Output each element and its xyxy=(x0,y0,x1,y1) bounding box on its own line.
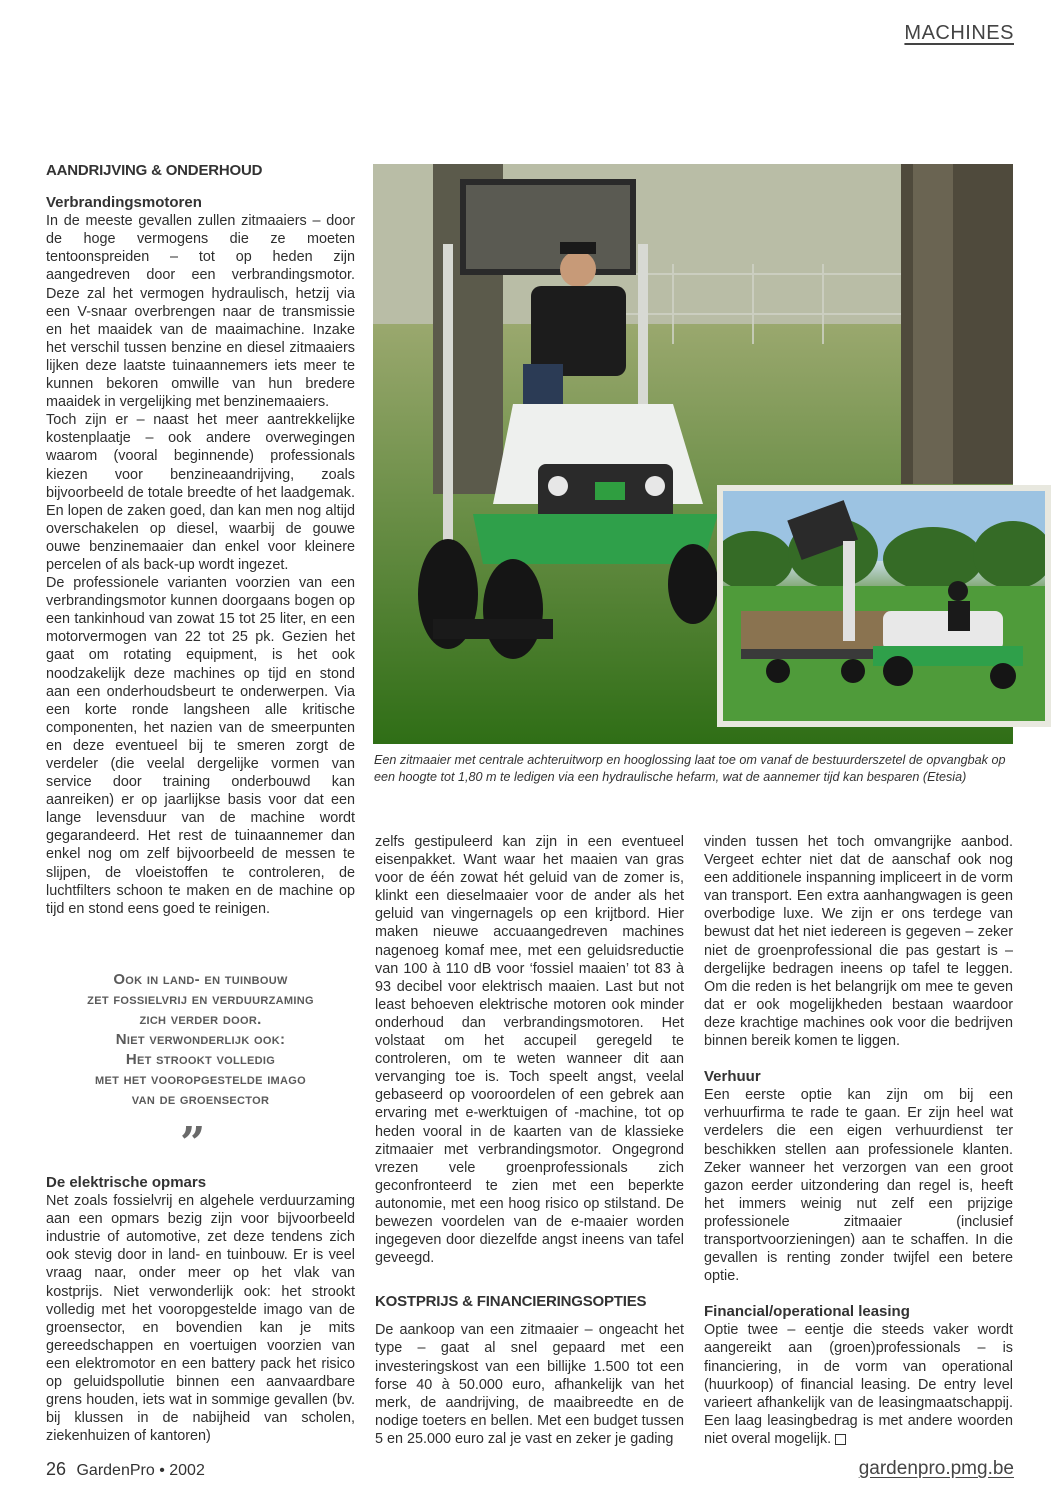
subheading-leasing: Financial/operational leasing xyxy=(704,1303,910,1321)
left-column xyxy=(46,162,355,918)
paragraph: In de meeste gevallen zullen zitmaaiers – door de hoge vermogens die ze moeten tentoonspreiden – tot op heden zijn aangedreven door een verbrandingsmotor. Deze zal het vermogen hydraulisch, hetzij via een V-snaar overbrengen naar de transmissie en het maaidek van de maaimachine. Inzake het verschil tussen benzine en diesel zitmaaiers lijken deze laatste tuinaannemers iets meer te kunnen bekoren omwille van hun bredere maaidek in vergelijking met benzinemaaiers. xyxy=(46,213,355,411)
middle-column xyxy=(375,833,684,1448)
paragraph: Een eerste optie kan zijn om bij een verhuurfirma te rade te gaan. Er zijn heel wat verdelers die een eigen verhuurdienst ter beschikken stellen aan professionele klanten. Zeker wanneer het verzorgen van een groot gazon eerder uitzondering dan regel is, heeft het immers weinig nut zelf een prijzige professionele zitmaaier (inclusief transportvoorzieningen) aan te schaffen. In die gevallen is renting zonder twijfel een betere optie. xyxy=(704,1087,1013,1285)
high-dump-illustration xyxy=(723,491,1045,721)
right-column xyxy=(704,833,1013,1448)
quote-line: zet fossielvrij en verduurzaming xyxy=(87,991,314,1008)
section-label: MACHINES xyxy=(904,22,1014,44)
photo-high-dump-mower xyxy=(717,485,1051,727)
quote-line: zich verder door. xyxy=(139,1011,262,1028)
subheading-verbrandingsmotoren: Verbrandingsmotoren xyxy=(46,194,202,212)
page-number: 26 xyxy=(46,1459,67,1479)
section-heading-kostprijs: KOSTPRIJS & FINANCIERINGSOPTIES xyxy=(375,1293,647,1311)
publication-name: GardenPro • 2002 xyxy=(76,1462,205,1479)
paragraph: De aankoop van een zitmaaier – ongeacht het type – gaat al snel gepaard met een investeringskost van een billijke 1.500 tot een forse 40 à 50.000 euro, afhankelijk van het merk, de aandrijving, de maaibreedte en de nodige toeters en bellen. Met een budget tussen 5 en 25.000 euro zal je vast en zeker je gading xyxy=(375,1322,684,1447)
subheading-verhuur: Verhuur xyxy=(704,1068,761,1086)
closing-quote-mark: ” xyxy=(180,1118,206,1169)
quote-line: Het strookt volledig xyxy=(125,1051,276,1068)
quote-line: Niet verwonderlijk ook: xyxy=(115,1031,286,1048)
paragraph: zelfs gestipuleerd kan zijn in een eventueel eisenpakket. Want waar het maaien van gras voor de één zowat hét geluid van de zomer is, klinkt een dieselmaaier voor de ander als het geluid van vingernagels op een krijtbord. Hier maken nieuwe accuaangedreven machines nagenoeg komaf mee, met een geluidsreductie van 100 à 110 dB voor ‘fossiel maaien’ tot 83 à 93 decibel voor elektrisch maaien. Last but not least behoeven elektrische motoren ook minder onderhoud dan verbrandingsmotoren. Het volstaat om het accupeil geregeld te controleren, om te weten wanneer dit aan vervanging toe is. Toch speelt angst, veelal gebaseerd op vooroordelen of een gebrek aan ervaring met e-werktuigen of -machine, tot op heden vooral in de kaarten van de klassieke zitmaaier met verbrandingsmotor. Ongegrond vrezen vele groenprofessionals zich geconfronteerd te zien met een beperkte autonomie, met een hoog risico op stilstand. De bewezen voordelen van de e-maaier worden ingegeven door diezelfde angst ineens van tafel geveegd. xyxy=(375,834,684,1267)
paragraph: vinden tussen het toch omvangrijke aanbod. Vergeet echter niet dat de aanschaf ook nog een additionele inspanning impliceert in de vorm van transport. Een extra aanhangwagen is geen overbodige luxe. We zijn er ons terdege van bewust dat het niet iedereen is gegeven – zeker niet de groenprofessional die pas gestart is – dergelijke bedragen ineens op tafel te leggen. Om die reden is het belangrijk om mee te geven dat er ook mogelijkheden bestaan waardoor deze krachtige machines ook voor die bedrijven binnen bereik komen te liggen. xyxy=(704,834,1013,1050)
subheading-elektrische-opmars: De elektrische opmars xyxy=(46,1174,207,1191)
photo-caption: Een zitmaaier met centrale achteruitworp en hooglossing laat toe om vanaf de bestuurderszetel de opvangbak op een hoogte tot 1,80 m te ledigen via een hydraulische hefarm, wat de aannemer tijd kan besparen (Etesia) xyxy=(374,753,1006,784)
leasing-text: Optie twee – eentje die steeds vaker wordt aangereikt aan (groen)professionals – is financiering, in de vorm van operational (huurkoop) of financial leasing. De entry level varieert afhankelijk van de leasingmaatschappij. Een laag leasingbedrag is met andere woorden niet overal mogelijk. xyxy=(704,1322,1013,1447)
end-of-article-icon xyxy=(835,1434,846,1445)
paragraph: Toch zijn er – naast het meer aantrekkelijke kostenplaatje – ook andere overwegingen waarom (vooral beginnende) professionals kiezen voor benzineaandrijving, zoals bijvoorbeeld de totale breedte of het laadgemak. En lopen de zaken goed, dan kan men nog altijd overschakelen op diesel, waarbij de gouwe ouwe benzinemaaier dan enkel voor kleinere percelen of als back-up wordt ingezet. xyxy=(46,412,355,573)
section-heading-aandrijving: AANDRIJVING & ONDERHOUD xyxy=(46,162,263,179)
left-column-lower xyxy=(46,1174,355,1445)
quote-line: met het vooropgestelde imago xyxy=(95,1071,306,1088)
paragraph xyxy=(704,1321,1013,1448)
paragraph: De professionele varianten voorzien van een verbrandingsmotor kunnen doorgaans bogen op een tankinhoud van zowat 15 tot 25 liter, en een motorvermogen van 22 tot 25 pk. Gezien het gaat om rotating equipment, is het ook noodzakelijk deze machines op tijd en stond aan een onderhoudsbeurt te onderwerpen. Via een korte ronde langsheen alle kritische componenten, het nazien van de smeerpunten en deze eventueel bij te smeren zorgt de verdeler (die veelal dergelijke vormen van service door training onderbouwd kan aanreiken) er op jaarlijkse basis voor dat een lange levensduur van de machine wordt gegarandeerd. Het rest de tuinaannemer dan enkel nog om zelf bijvoorbeeld de messen te slijpen, de vloeistoffen te controleren, de luchtfilters schoon te maken en de machine op tijd en stond eens goed te reinigen. xyxy=(46,575,355,917)
paragraph: Net zoals fossielvrij en algehele verduurzaming aan een opmars bezig zijn voor bijvoorbeeld industrie of automotive, zet deze tendens zich ook stevig door in land- en tuinbouw. Er is veel vraag naar, onder meer op het vlak van kostprijs. Niet verwonderlijk ook: het strookt volledig met het vooropgestelde imago van de groensector, en bovendien kan je mits gereedschappen en voertuigen voorzien van een elektromotor en een battery pack het risico op geluidspollutie binnen een aanvaardbare grens houden, iets wat in sommige gevallen (bv. bij klussen in de nabijheid van scholen, ziekenhuizen of kantoren) xyxy=(46,1193,355,1445)
quote-line: Ook in land- en tuinbouw xyxy=(113,971,288,988)
footer-url-link[interactable]: gardenpro.pmg.be xyxy=(858,1458,1014,1479)
footer-left xyxy=(46,1459,205,1480)
pull-quote xyxy=(46,970,355,1110)
quote-line: van de groensector xyxy=(131,1091,270,1108)
